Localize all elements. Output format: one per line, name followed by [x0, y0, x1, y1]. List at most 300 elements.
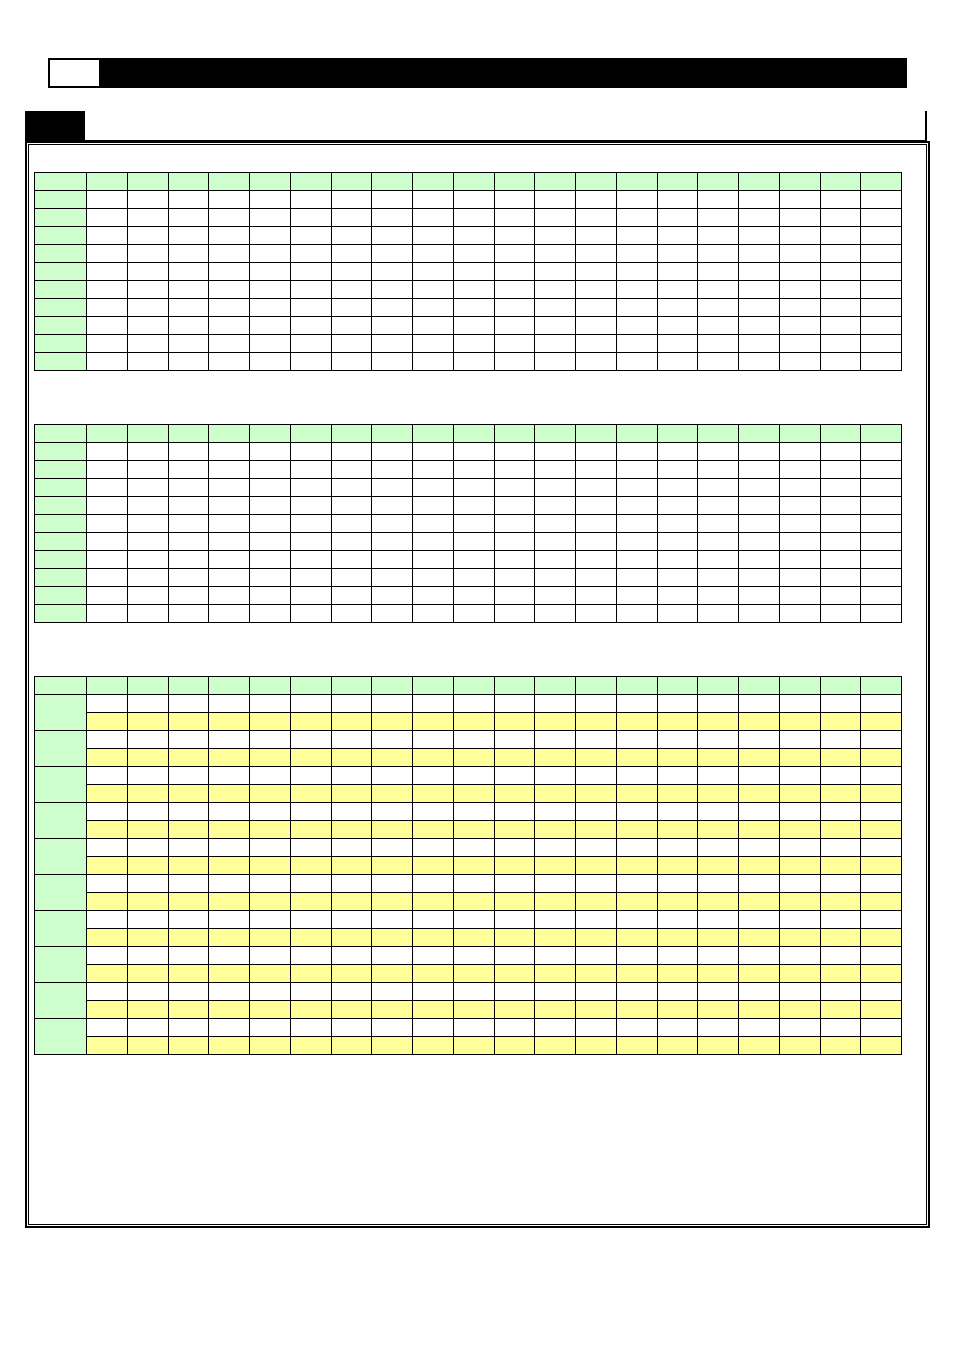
highlight-cell — [168, 821, 209, 839]
highlight-cell — [861, 965, 902, 983]
highlight-cell — [250, 713, 291, 731]
data-cell — [250, 461, 291, 479]
data-cell — [779, 479, 820, 497]
column-header-cell — [616, 425, 657, 443]
data-cell — [413, 569, 454, 587]
header-number-box — [48, 58, 101, 88]
data-cell — [657, 947, 698, 965]
data-cell — [168, 209, 209, 227]
highlight-cell — [861, 749, 902, 767]
data-cell — [87, 803, 128, 821]
data-cell — [657, 479, 698, 497]
data-cell — [861, 335, 902, 353]
data-cell — [413, 281, 454, 299]
column-header-cell — [494, 677, 535, 695]
highlight-cell — [413, 893, 454, 911]
data-cell — [250, 695, 291, 713]
data-cell — [372, 515, 413, 533]
data-cell — [535, 533, 576, 551]
column-header-cell — [209, 425, 250, 443]
data-cell — [87, 245, 128, 263]
data-cell — [576, 947, 617, 965]
highlight-cell — [372, 785, 413, 803]
data-cell — [779, 947, 820, 965]
data-cell — [861, 443, 902, 461]
data-cell — [535, 317, 576, 335]
header-corner-cell — [35, 425, 87, 443]
highlight-cell — [657, 785, 698, 803]
data-cell — [616, 533, 657, 551]
data-cell — [616, 569, 657, 587]
data-cell — [250, 803, 291, 821]
column-header-cell — [372, 677, 413, 695]
data-cell — [535, 911, 576, 929]
data-cell — [657, 281, 698, 299]
data-cell — [657, 227, 698, 245]
column-header-cell — [413, 173, 454, 191]
data-cell — [168, 245, 209, 263]
data-cell — [657, 731, 698, 749]
highlight-cell — [576, 749, 617, 767]
data-cell — [250, 947, 291, 965]
data-cell — [779, 191, 820, 209]
data-cell — [372, 731, 413, 749]
data-cell — [87, 209, 128, 227]
data-cell — [250, 533, 291, 551]
highlight-cell — [698, 965, 739, 983]
data-cell — [209, 731, 250, 749]
data-cell — [168, 731, 209, 749]
data-cell — [87, 569, 128, 587]
section-tab-right-edge — [925, 111, 927, 141]
data-cell — [739, 533, 780, 551]
data-cell — [331, 461, 372, 479]
data-cell — [820, 875, 861, 893]
highlight-cell — [168, 857, 209, 875]
highlight-cell — [861, 821, 902, 839]
table-row — [35, 803, 902, 821]
data-cell — [576, 605, 617, 623]
highlight-cell — [87, 821, 128, 839]
data-cell — [820, 605, 861, 623]
highlight-cell — [535, 965, 576, 983]
data-cell — [168, 497, 209, 515]
table-row — [35, 443, 902, 461]
data-cell — [413, 479, 454, 497]
data-cell — [413, 947, 454, 965]
data-cell — [290, 839, 331, 857]
data-cell — [576, 767, 617, 785]
data-cell — [494, 803, 535, 821]
data-cell — [494, 461, 535, 479]
data-cell — [127, 767, 168, 785]
data-cell — [290, 227, 331, 245]
data-cell — [127, 911, 168, 929]
data-cell — [739, 767, 780, 785]
data-cell — [494, 533, 535, 551]
data-cell — [657, 263, 698, 281]
data-cell — [250, 479, 291, 497]
highlight-cell — [209, 1037, 250, 1055]
data-cell — [820, 803, 861, 821]
data-cell — [576, 317, 617, 335]
data-cell — [290, 479, 331, 497]
highlight-cell — [209, 713, 250, 731]
data-cell — [413, 605, 454, 623]
data-cell — [168, 515, 209, 533]
data-cell — [209, 299, 250, 317]
data-cell — [453, 209, 494, 227]
data-cell — [413, 983, 454, 1001]
highlight-cell — [535, 1037, 576, 1055]
data-cell — [657, 983, 698, 1001]
data-cell — [698, 839, 739, 857]
data-cell — [453, 605, 494, 623]
data-cell — [494, 443, 535, 461]
highlight-cell — [209, 749, 250, 767]
highlight-cell — [861, 713, 902, 731]
highlight-cell — [698, 929, 739, 947]
column-header-cell — [779, 677, 820, 695]
highlight-cell — [331, 749, 372, 767]
data-cell — [453, 839, 494, 857]
data-cell — [372, 191, 413, 209]
data-cell — [168, 587, 209, 605]
highlight-cell — [698, 713, 739, 731]
data-cell — [535, 803, 576, 821]
data-cell — [372, 299, 413, 317]
data-cell — [372, 461, 413, 479]
data-cell — [535, 605, 576, 623]
highlight-cell — [616, 1001, 657, 1019]
data-cell — [494, 1019, 535, 1037]
highlight-cell — [87, 1001, 128, 1019]
data-cell — [616, 209, 657, 227]
row-header-cell — [35, 803, 87, 839]
data-cell — [209, 1019, 250, 1037]
data-cell — [739, 695, 780, 713]
data-cell — [657, 191, 698, 209]
column-header-cell — [861, 173, 902, 191]
data-cell — [820, 335, 861, 353]
data-cell — [87, 587, 128, 605]
data-cell — [372, 695, 413, 713]
highlight-cell — [494, 1037, 535, 1055]
data-cell — [779, 605, 820, 623]
table-row — [35, 497, 902, 515]
data-cell — [779, 731, 820, 749]
data-cell — [861, 515, 902, 533]
data-cell — [739, 443, 780, 461]
data-cell — [535, 479, 576, 497]
data-cell — [331, 569, 372, 587]
data-cell — [209, 335, 250, 353]
highlight-cell — [168, 713, 209, 731]
data-cell — [820, 353, 861, 371]
data-cell — [250, 245, 291, 263]
data-cell — [87, 551, 128, 569]
data-cell — [290, 263, 331, 281]
data-cell — [209, 911, 250, 929]
data-cell — [494, 515, 535, 533]
column-header-cell — [127, 173, 168, 191]
data-cell — [535, 839, 576, 857]
highlight-cell — [372, 749, 413, 767]
column-header-cell — [372, 173, 413, 191]
header-corner-cell — [35, 677, 87, 695]
highlight-cell — [127, 929, 168, 947]
data-cell — [820, 263, 861, 281]
data-cell — [87, 227, 128, 245]
data-cell — [779, 695, 820, 713]
data-cell — [616, 587, 657, 605]
highlight-cell — [372, 893, 413, 911]
data-cell — [290, 911, 331, 929]
row-header-cell — [35, 443, 87, 461]
highlight-cell — [820, 821, 861, 839]
table-row-highlight — [35, 929, 902, 947]
data-cell — [372, 479, 413, 497]
data-cell — [250, 515, 291, 533]
data-cell — [576, 191, 617, 209]
data-cell — [494, 569, 535, 587]
data-cell — [209, 947, 250, 965]
data-cell — [657, 515, 698, 533]
data-cell — [861, 263, 902, 281]
data-cell — [127, 353, 168, 371]
data-cell — [861, 587, 902, 605]
column-header-cell — [576, 173, 617, 191]
column-header-cell — [535, 425, 576, 443]
row-header-cell — [35, 839, 87, 875]
column-header-cell — [576, 677, 617, 695]
data-cell — [453, 317, 494, 335]
row-header-cell — [35, 191, 87, 209]
data-cell — [739, 209, 780, 227]
data-cell — [616, 227, 657, 245]
column-header-cell — [535, 677, 576, 695]
table-row — [35, 947, 902, 965]
data-cell — [168, 947, 209, 965]
data-cell — [453, 947, 494, 965]
data-cell — [616, 803, 657, 821]
data-cell — [576, 695, 617, 713]
data-cell — [535, 947, 576, 965]
data-cell — [209, 875, 250, 893]
highlight-cell — [453, 749, 494, 767]
column-header-cell — [535, 173, 576, 191]
data-cell — [453, 479, 494, 497]
highlight-cell — [698, 1037, 739, 1055]
data-cell — [779, 497, 820, 515]
highlight-cell — [209, 785, 250, 803]
data-cell — [616, 695, 657, 713]
data-cell — [168, 1019, 209, 1037]
data-cell — [779, 353, 820, 371]
data-cell — [616, 839, 657, 857]
highlight-cell — [576, 713, 617, 731]
data-cell — [453, 767, 494, 785]
column-header-cell — [820, 677, 861, 695]
highlight-cell — [494, 713, 535, 731]
column-header-cell — [861, 425, 902, 443]
highlight-cell — [535, 749, 576, 767]
row-header-cell — [35, 569, 87, 587]
data-cell — [209, 551, 250, 569]
table-row — [35, 587, 902, 605]
data-cell — [657, 497, 698, 515]
data-cell — [494, 911, 535, 929]
highlight-cell — [413, 857, 454, 875]
highlight-cell — [494, 929, 535, 947]
data-cell — [779, 245, 820, 263]
highlight-cell — [290, 1001, 331, 1019]
row-header-cell — [35, 911, 87, 947]
data-cell — [290, 209, 331, 227]
highlight-cell — [250, 785, 291, 803]
data-cell — [168, 335, 209, 353]
highlight-cell — [861, 857, 902, 875]
highlight-cell — [290, 821, 331, 839]
data-cell — [779, 443, 820, 461]
data-cell — [739, 461, 780, 479]
data-cell — [698, 497, 739, 515]
column-header-cell — [453, 677, 494, 695]
highlight-cell — [779, 1001, 820, 1019]
data-cell — [535, 443, 576, 461]
data-cell — [209, 767, 250, 785]
data-cell — [413, 1019, 454, 1037]
data-cell — [127, 515, 168, 533]
data-cell — [739, 227, 780, 245]
data-cell — [453, 299, 494, 317]
data-cell — [372, 281, 413, 299]
table-row-highlight — [35, 965, 902, 983]
data-cell — [820, 515, 861, 533]
data-cell — [576, 551, 617, 569]
data-cell — [657, 461, 698, 479]
data-cell — [290, 731, 331, 749]
table-row — [35, 227, 902, 245]
data-cell — [209, 461, 250, 479]
data-cell — [87, 263, 128, 281]
highlight-cell — [453, 857, 494, 875]
data-cell — [535, 587, 576, 605]
data-cell — [616, 875, 657, 893]
data-cell — [494, 947, 535, 965]
data-cell — [331, 227, 372, 245]
data-cell — [168, 461, 209, 479]
data-cell — [209, 317, 250, 335]
data-cell — [861, 803, 902, 821]
data-cell — [535, 299, 576, 317]
highlight-cell — [820, 893, 861, 911]
data-cell — [372, 227, 413, 245]
highlight-cell — [168, 1037, 209, 1055]
column-header-cell — [290, 173, 331, 191]
data-cell — [331, 875, 372, 893]
table-row-highlight — [35, 821, 902, 839]
highlight-cell — [698, 1001, 739, 1019]
table-row — [35, 263, 902, 281]
data-cell — [616, 731, 657, 749]
data-cell — [87, 461, 128, 479]
highlight-cell — [127, 965, 168, 983]
highlight-cell — [453, 965, 494, 983]
data-cell — [87, 605, 128, 623]
highlight-cell — [739, 1037, 780, 1055]
column-header-cell — [616, 173, 657, 191]
data-cell — [779, 587, 820, 605]
data-cell — [413, 587, 454, 605]
data-cell — [576, 839, 617, 857]
column-header-cell — [250, 425, 291, 443]
grid-2 — [34, 424, 902, 623]
data-cell — [127, 839, 168, 857]
data-cell — [861, 839, 902, 857]
highlight-cell — [372, 1001, 413, 1019]
data-cell — [657, 533, 698, 551]
data-cell — [87, 767, 128, 785]
data-cell — [413, 191, 454, 209]
highlight-cell — [861, 929, 902, 947]
highlight-cell — [861, 1037, 902, 1055]
data-cell — [127, 479, 168, 497]
data-cell — [739, 191, 780, 209]
column-header-cell — [331, 425, 372, 443]
data-cell — [209, 983, 250, 1001]
data-cell — [209, 515, 250, 533]
data-cell — [739, 731, 780, 749]
highlight-cell — [535, 857, 576, 875]
data-cell — [820, 839, 861, 857]
data-cell — [331, 497, 372, 515]
data-cell — [820, 533, 861, 551]
highlight-cell — [372, 821, 413, 839]
data-cell — [331, 443, 372, 461]
data-cell — [616, 947, 657, 965]
data-cell — [861, 767, 902, 785]
data-cell — [331, 533, 372, 551]
data-cell — [820, 443, 861, 461]
data-cell — [168, 551, 209, 569]
data-cell — [576, 479, 617, 497]
data-cell — [290, 803, 331, 821]
data-cell — [372, 497, 413, 515]
highlight-cell — [127, 713, 168, 731]
data-cell — [372, 245, 413, 263]
highlight-cell — [413, 713, 454, 731]
highlight-cell — [331, 857, 372, 875]
data-cell — [413, 245, 454, 263]
column-header-cell — [820, 425, 861, 443]
data-cell — [698, 443, 739, 461]
row-header-cell — [35, 533, 87, 551]
data-cell — [861, 731, 902, 749]
data-cell — [168, 299, 209, 317]
highlight-cell — [779, 785, 820, 803]
highlight-cell — [250, 1001, 291, 1019]
data-cell — [127, 281, 168, 299]
column-header-cell — [290, 425, 331, 443]
highlight-cell — [413, 1001, 454, 1019]
data-cell — [494, 983, 535, 1001]
data-cell — [250, 731, 291, 749]
highlight-cell — [127, 1037, 168, 1055]
column-header-cell — [494, 425, 535, 443]
data-cell — [127, 983, 168, 1001]
data-cell — [168, 569, 209, 587]
